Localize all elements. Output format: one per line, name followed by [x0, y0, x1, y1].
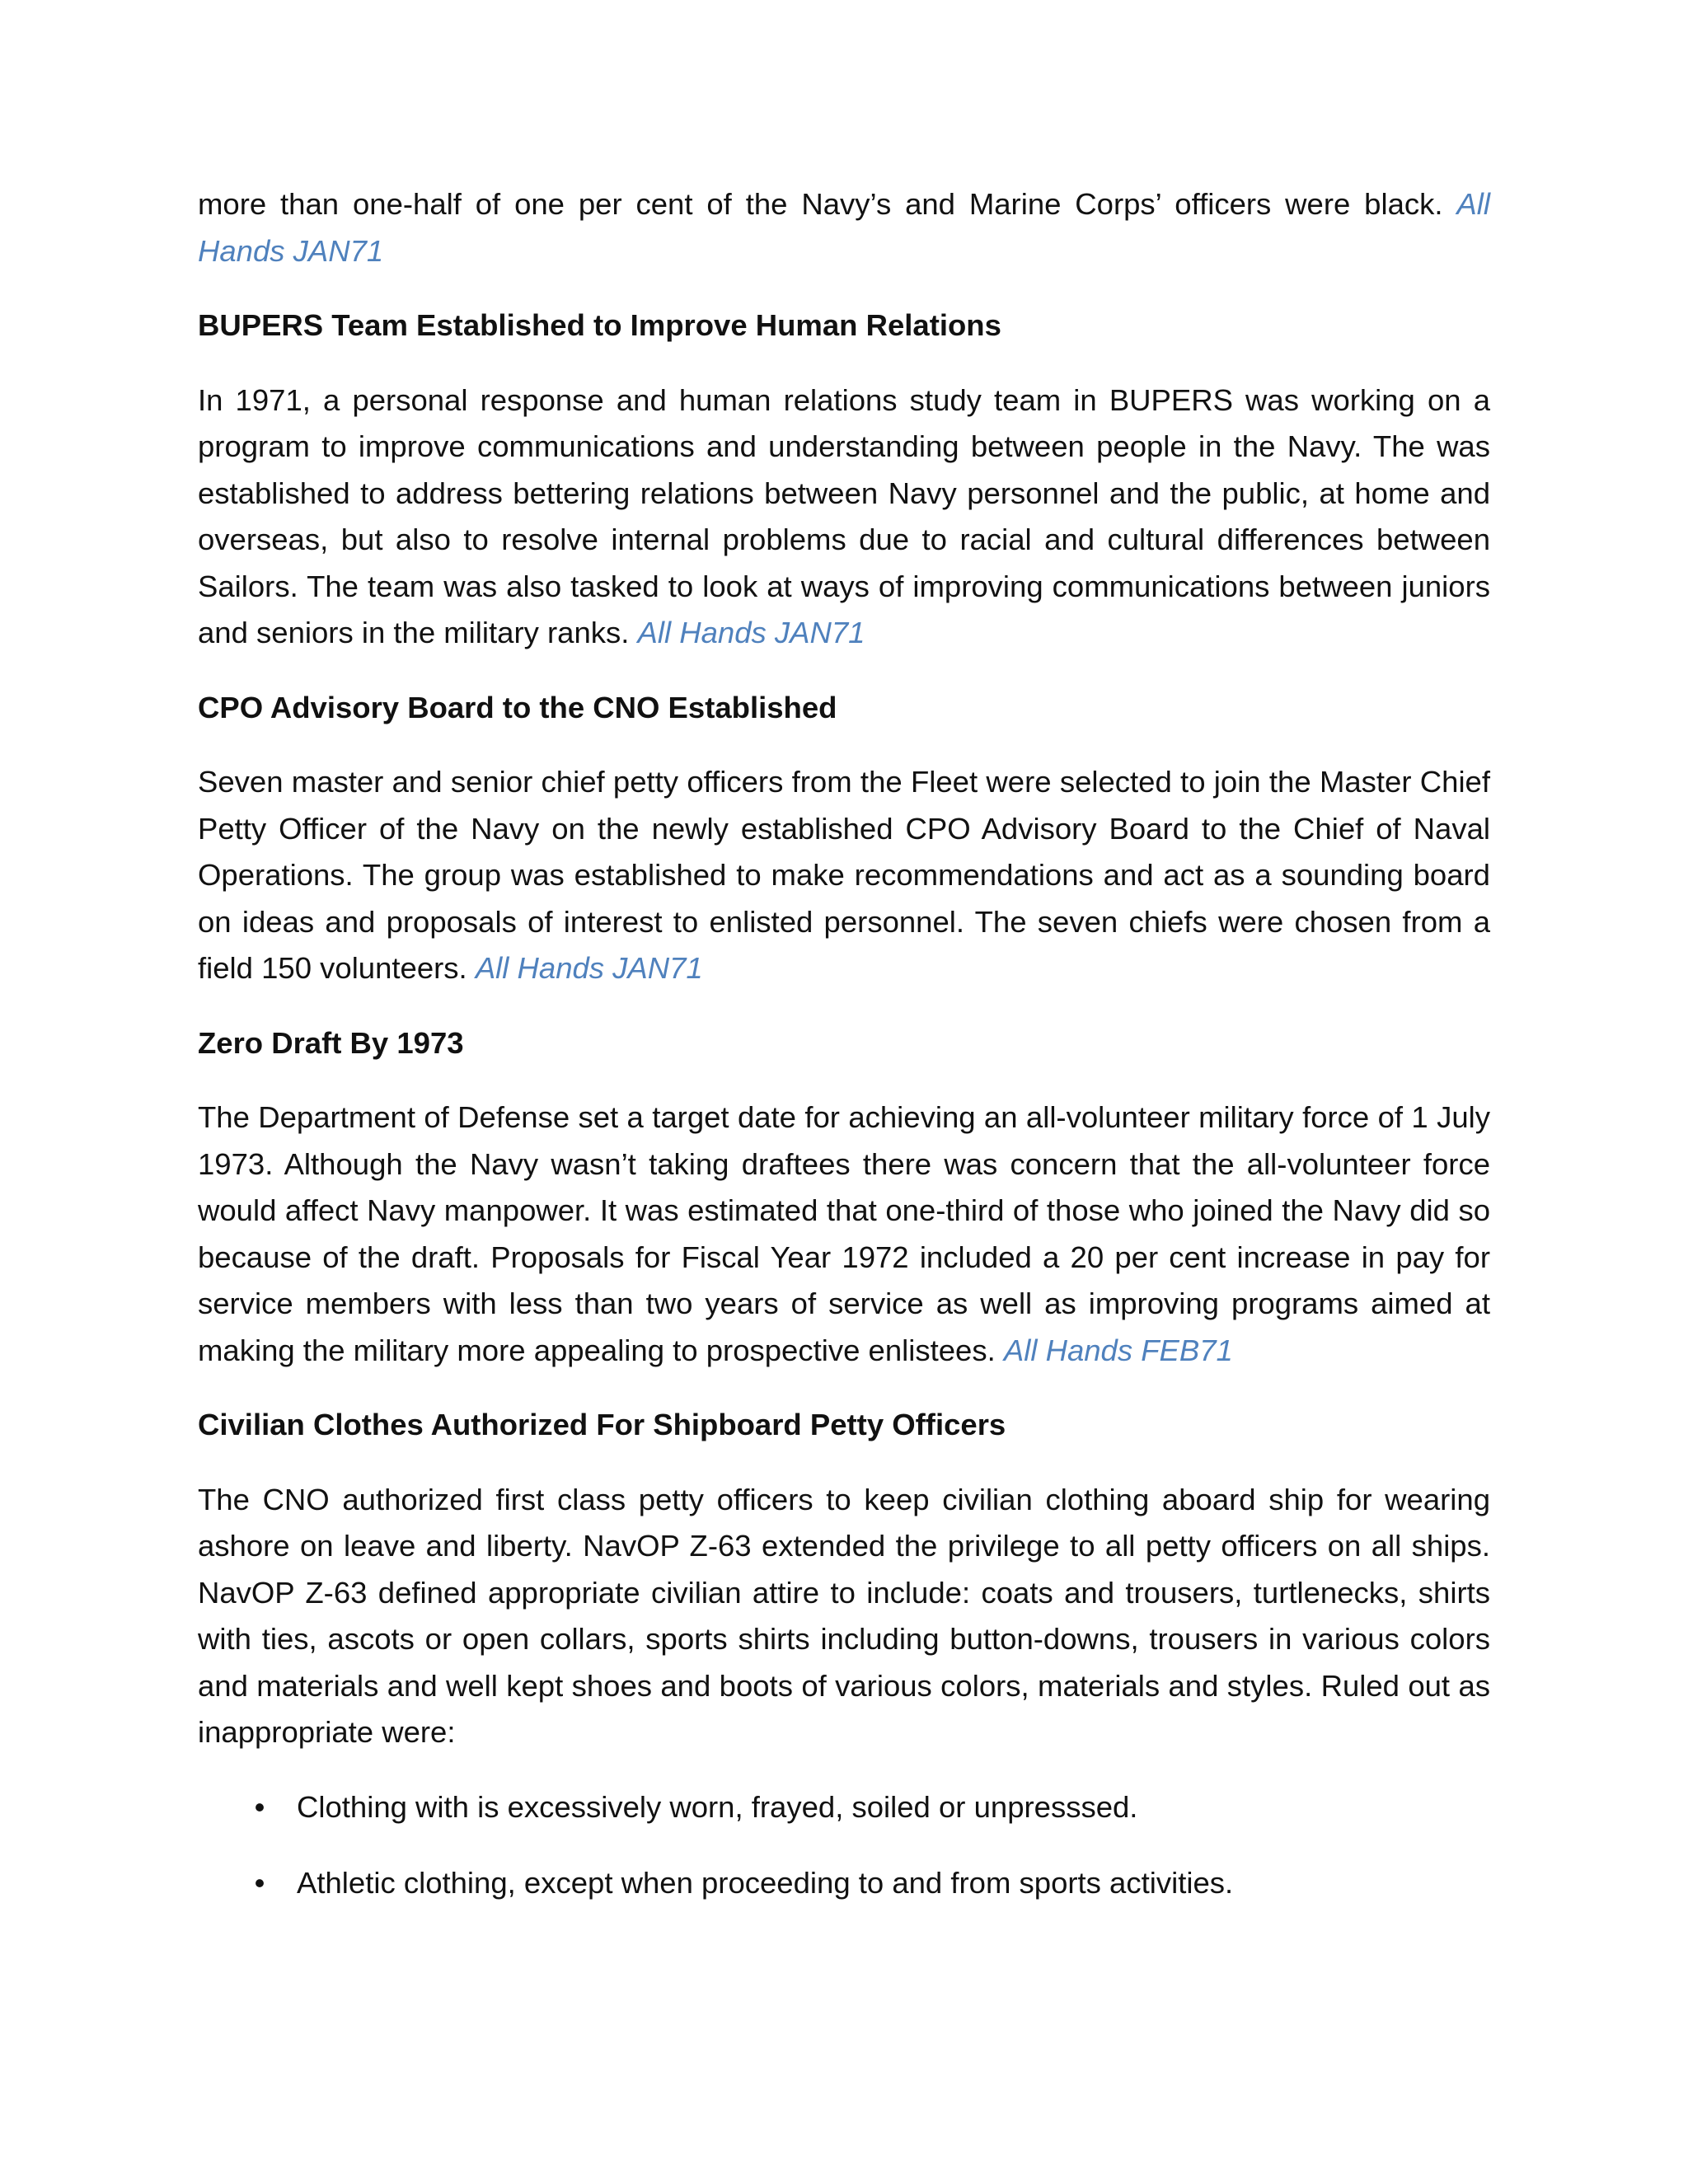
section-body-zero-draft: [198, 1094, 1490, 1374]
section-heading-civilian-clothes: Civilian Clothes Authorized For Shipboard Petty Officers: [198, 1408, 1006, 1441]
section-body-bupers: [198, 377, 1490, 657]
body-text: Seven master and senior chief petty officers from the Fleet were selected to join the Master Chief Petty Officer of the Navy on the newly established CPO Advisory Board to the Chief of Naval Operations. The group was established to make recommendations and act as a sounding board on ideas and proposals of interest to enlisted personnel. The seven chiefs were chosen from a field 150 volunteers.: [198, 765, 1490, 985]
list-item: [198, 1860, 1490, 1907]
body-text: The Department of Defense set a target date for achieving an all-volunteer military force of 1 July 1973. Although the Navy wasn’t taking draftees there was concern that the all-volunteer force would affect Navy manpower. It was estimated that one-third of those who joined the Navy did so because of the draft. Proposals for Fiscal Year 1972 included a 20 per cent increase in pay for service members with less than two years of service as well as improving programs aimed at making the military more appealing to prospective enlistees.: [198, 1100, 1490, 1367]
list-item-text: Athletic clothing, except when proceeding to and from sports activities.: [297, 1866, 1234, 1900]
continuation-paragraph: [198, 181, 1490, 274]
citation-link: All Hands JAN71: [198, 187, 1490, 268]
section-heading-bupers: BUPERS Team Established to Improve Human Relations: [198, 308, 1001, 342]
list-item: [198, 1784, 1490, 1831]
citation-link: All Hands FEB71: [1003, 1333, 1233, 1367]
document-page: [198, 181, 1490, 1937]
body-text: The CNO authorized first class petty officers to keep civilian clothing aboard ship for wearing ashore on leave and liberty. NavOP Z-63 extended the privilege to all petty officers on all ships. NavOP Z-63 defined appropriate civilian attire to include: coats and trousers, turtlenecks, shirts with ties, ascots or open collars, sports shirts including button-downs, trousers in various colors and materials and well kept shoes and boots of various colors, materials and styles. Ruled out as inappropriate were:: [198, 1482, 1490, 1749]
section-body-civilian-clothes: [198, 1477, 1490, 1756]
section-heading-zero-draft: Zero Draft By 1973: [198, 1025, 464, 1060]
bullet-icon: •: [254, 1866, 265, 1900]
citation-link: All Hands JAN71: [637, 616, 865, 649]
citation-link: All Hands JAN71: [475, 951, 703, 985]
body-text: In 1971, a personal response and human relations study team in BUPERS was working on a program to improve communications and understanding between people in the Navy. The was established to address bettering relations between Navy personnel and the public, at home and overseas, but also to resolve internal problems due to racial and cultural differences between Sailors. The team was also tasked to look at ways of improving communications between juniors and seniors in the military ranks.: [198, 382, 1490, 649]
section-heading-cpo-advisory: CPO Advisory Board to the CNO Established: [198, 690, 837, 724]
list-item-text: Clothing with is excessively worn, frayed, soiled or unpresssed.: [297, 1789, 1138, 1824]
bullet-icon: •: [254, 1789, 265, 1824]
section-body-cpo-advisory: [198, 759, 1490, 992]
continuation-text: more than one-half of one per cent of the Navy’s and Marine Corps’ officers were black.: [198, 187, 1457, 221]
inappropriate-list: [198, 1784, 1490, 1907]
